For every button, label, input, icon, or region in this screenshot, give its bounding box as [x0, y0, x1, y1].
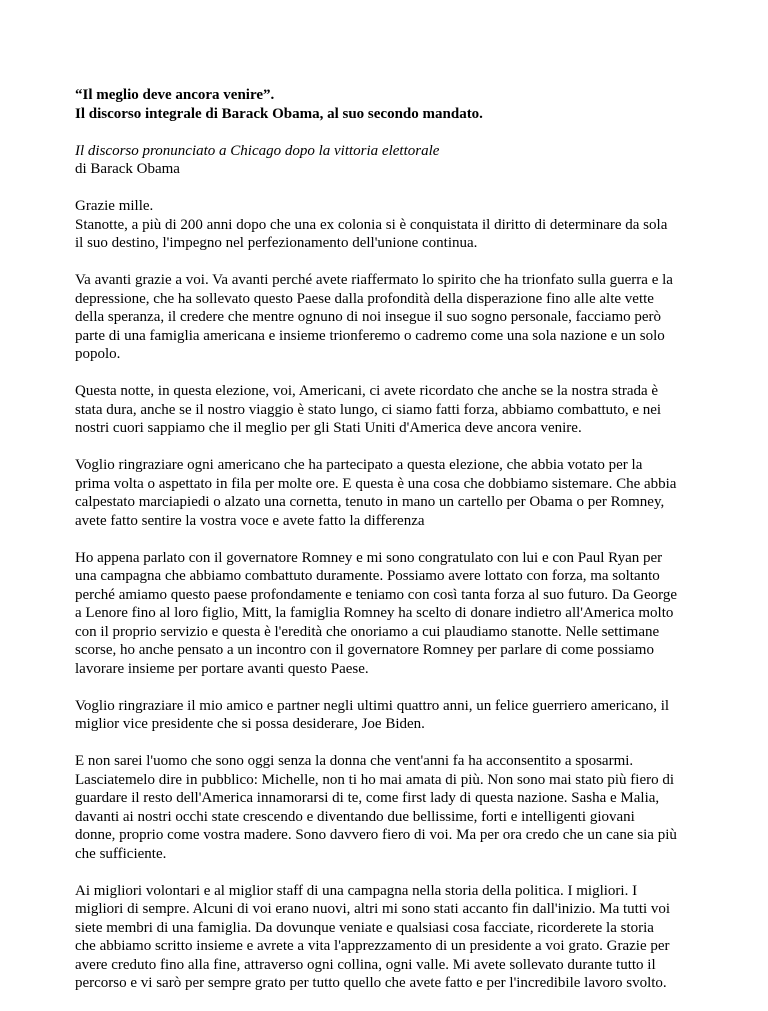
document-page — [75, 86, 700, 1011]
body-paragraph — [75, 697, 700, 734]
document-body — [75, 197, 700, 993]
document-byline: di Barack Obama — [75, 161, 180, 177]
paragraph-line: popolo. — [75, 346, 121, 362]
paragraph-line: scorse, ho anche pensato a un incontro con il governatore Romney per parlare di come possiamo — [75, 642, 654, 658]
paragraph-line: Voglio ringraziare il mio amico e partner negli ultimi quattro anni, un felice guerriero americano, il — [75, 697, 670, 714]
body-paragraph — [75, 382, 700, 438]
paragraph-line: che abbiamo scritto insieme e avrete a vita l'apprezzamento di un presidente a voi grato. Grazie per — [75, 938, 670, 954]
paragraph-line: che sufficiente. — [75, 845, 167, 862]
paragraph-line: a Lenore fino al loro figlio, Mitt, la famiglia Romney ha scelto di donare indietro all'America molto — [75, 605, 674, 621]
paragraph-line: lavorare insieme per portare avanti questo Paese. — [75, 660, 369, 677]
document-subtitle: Il discorso pronunciato a Chicago dopo la vittoria elettorale — [75, 142, 440, 159]
paragraph-line: Va avanti grazie a voi. Va avanti perché avete riaffermato lo spirito che ha trionfato sulla guerra e la — [75, 272, 673, 288]
paragraph-line: Stanotte, a più di 200 anni dopo che una ex colonia si è conquistata il diritto di determinare da sola — [75, 216, 668, 233]
paragraph-line: E non sarei l'uomo che sono oggi senza la donna che vent'anni fa ha acconsentito a sposarmi. — [75, 753, 634, 769]
document-title — [75, 86, 700, 123]
paragraph-line: perché amiamo questo paese profondamente e teniamo con così tanta forza al suo futuro. Da George — [75, 586, 677, 603]
paragraph-line: una campagna che abbiamo combattuto duramente. Possiamo avere lottato con forza, ma soltanto — [75, 568, 660, 584]
paragraph-line: donne, proprio come vostra madere. Sono davvero fiero di voi. Ma per ora credo che un cane sia più — [75, 827, 677, 843]
paragraph-line: Grazie mille. — [75, 198, 154, 214]
body-paragraph — [75, 882, 700, 993]
paragraph-line: Ho appena parlato con il governatore Romney e mi sono congratulato con lui e con Paul Ryan per — [75, 549, 663, 566]
paragraph-line: Lasciatemelo dire in pubblico: Michelle, non ti ho mai amata di più. Non sono mai stato più fiero di — [75, 771, 675, 788]
paragraph-line: nostri cuori sappiamo che il meglio per gli Stati Uniti d'America deve ancora venire. — [75, 420, 582, 436]
body-paragraph — [75, 197, 700, 253]
paragraph-line: parte di una famiglia americana e insieme trionferemo o cadremo come una sola nazione e un solo — [75, 327, 665, 344]
paragraph-line: guardare il resto dell'America innamorarsi di te, come first lady di questa nazione. Sasha e Malia, — [75, 790, 660, 806]
paragraph-line: Questa notte, in questa elezione, voi, Americani, ci avete ricordato che anche se la nostra strada è — [75, 383, 659, 399]
paragraph-line: siete membri di una famiglia. Da dovunque veniate e qualsiasi cosa facciate, ricorderete la storia — [75, 919, 654, 936]
paragraph-line: avere creduto fino alla fine, attraverso ogni collina, ogni valle. Mi avete sollevato durante tutto il — [75, 956, 656, 973]
paragraph-line: migliori di sempre. Alcuni di voi erano nuovi, altri mi sono stati accanto fin dall'inizio. Ma tutti voi — [75, 901, 671, 917]
paragraph-line: depressione, che ha sollevato questo Paese dalla profondità della disperazione fino alle alte vette — [75, 290, 654, 307]
paragraph-line: calpestato marciapiedi o alzato una cornetta, tenuto in mano un cartello per Obama o per Romney, — [75, 494, 665, 510]
paragraph-line: avete fatto sentire la vostra voce e avete fatto la differenza — [75, 512, 425, 529]
title-line-1: “Il meglio deve ancora venire”. — [75, 87, 275, 103]
body-paragraph — [75, 549, 700, 679]
paragraph-line: miglior vice presidente che si possa desiderare, Joe Biden. — [75, 716, 425, 732]
body-paragraph — [75, 752, 700, 863]
paragraph-line: stata dura, anche se il nostro viaggio è stato lungo, ci siamo fatti forza, abbiamo combattuto, e nei — [75, 401, 662, 418]
paragraph-line: Ai migliori volontari e al miglior staff di una campagna nella storia della politica. I migliori. I — [75, 882, 638, 899]
paragraph-line: davanti ai nostri occhi state crescendo e diventando due bellissime, forti e intelligenti giovani — [75, 808, 635, 825]
paragraph-line: il suo destino, l'impegno nel perfezionamento dell'unione continua. — [75, 235, 478, 251]
paragraph-line: prima volta o aspettato in fila per molte ore. E questa è una cosa che dobbiamo sistemare. Che abbia — [75, 475, 677, 492]
body-paragraph — [75, 271, 700, 364]
title-line-2: Il discorso integrale di Barack Obama, al suo secondo mandato. — [75, 105, 483, 122]
paragraph-line: della speranza, il credere che mentre ognuno di noi insegue il suo sogno personale, facciamo però — [75, 309, 662, 325]
paragraph-line: Voglio ringraziare ogni americano che ha partecipato a questa elezione, che abbia votato per la — [75, 457, 643, 473]
paragraph-line: con il proprio servizio e questa è l'eredità che onoriamo a cui plaudiamo stanotte. Nelle settimane — [75, 623, 660, 640]
document-subtitle-block — [75, 142, 700, 179]
body-paragraph — [75, 456, 700, 530]
paragraph-line: percorso e vi sarò per sempre grato per tutto quello che avete fatto e per l'incredibile lavoro svolto. — [75, 975, 667, 991]
